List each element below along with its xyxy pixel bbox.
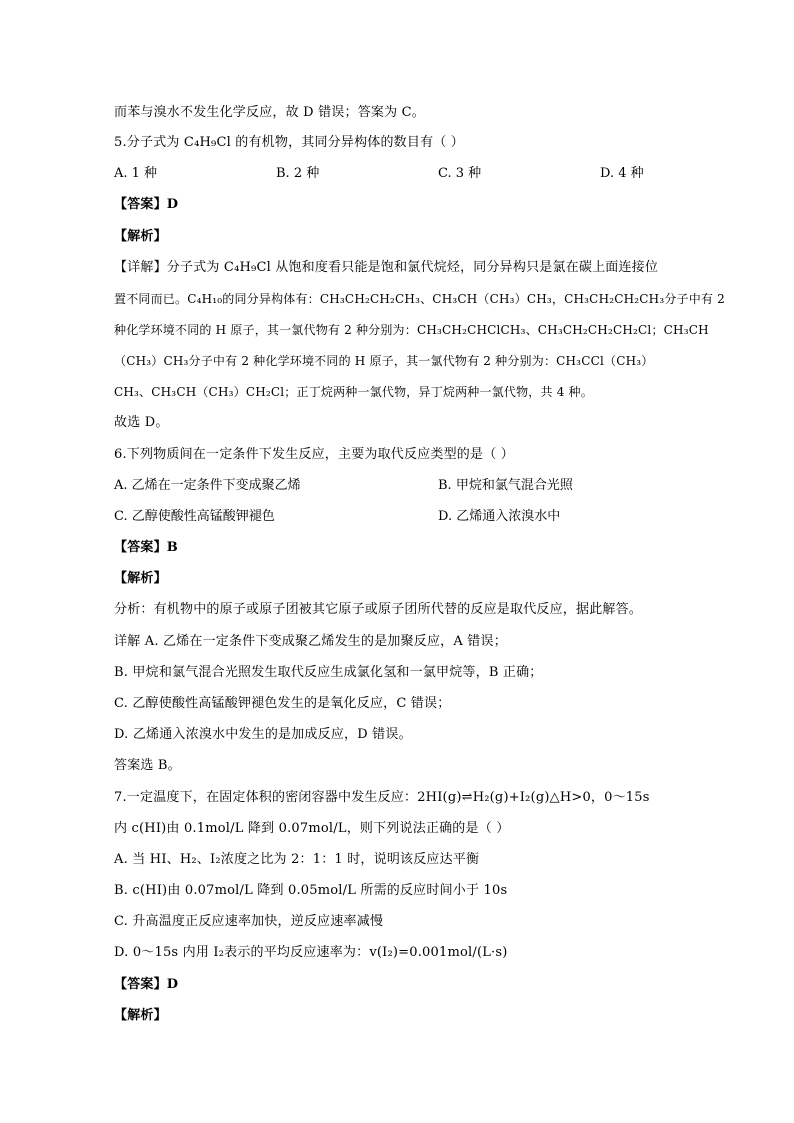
question-7-stem: 7.一定温度下，在固定体积的密闭容器中发生反应：2HI(g)⇌H₂(g)+I₂(g)△H>0，0～15s <box>114 790 650 805</box>
answer-label: 【答案】D <box>114 197 179 212</box>
explanation-line: B. 甲烷和氯气混合光照发生取代反应生成氯化氢和一氯甲烷等，B 正确； <box>114 665 543 680</box>
question-7-stem: 内 c(HI)由 0.1mol/L 降到 0.07mol/L，则下列说法正确的是（ ） <box>114 821 510 836</box>
question-7-option-c: C. 升高温度正反应速率加快，逆反应速率减慢 <box>114 914 384 929</box>
explanation-line: D. 乙烯通入浓溴水中发生的是加成反应，D 错误。 <box>114 727 412 742</box>
question-5-option-a: A. 1 种 <box>114 166 158 181</box>
explanation-line: 答案选 B。 <box>114 758 181 773</box>
answer-label: 【答案】B <box>114 540 178 555</box>
analysis-label: 【解析】 <box>114 1008 167 1023</box>
explanation-line: 详解 A. 乙烯在一定条件下变成聚乙烯发生的是加聚反应，A 错误； <box>114 634 507 649</box>
analysis-label: 【解析】 <box>114 229 167 244</box>
explanation-line: 分析：有机物中的原子或原子团被其它原子或原子团所代替的反应是取代反应，据此解答。 <box>114 602 643 617</box>
question-7-option-d: D. 0～15s 内用 I₂表示的平均反应速率为：v(I₂)=0.001mol/(L·s) <box>114 945 508 960</box>
explanation-line: CH₃、CH₃CH（CH₃）CH₂Cl；正丁烷两种一氯代物，异丁烷两种一氯代物，共 4 种。 <box>114 385 593 399</box>
question-6-stem: 6.下列物质间在一定条件下发生反应，主要为取代反应类型的是（ ） <box>114 447 514 462</box>
explanation-line: （CH₃）CH₃分子中有 2 种化学环境不同的 H 原子，其一氯代物有 2 种分别为：CH₃CCl（CH₃） <box>114 354 654 368</box>
question-6-option-b: B. 甲烷和氯气混合光照 <box>438 478 573 493</box>
text-line: 而苯与溴水不发生化学反应，故 D 错误；答案为 C。 <box>114 105 425 120</box>
explanation-line: 【详解】分子式为 C₄H₉Cl 从饱和度看只能是饱和氯代烷烃，同分异构只是氯在碳上面连接位 <box>114 260 659 275</box>
answer-label: 【答案】D <box>114 977 179 992</box>
question-6-option-a: A. 乙烯在一定条件下变成聚乙烯 <box>114 478 301 493</box>
explanation-line: C. 乙醇使酸性高锰酸钾褪色发生的是氧化反应，C 错误； <box>114 696 451 711</box>
question-5-option-b: B. 2 种 <box>276 166 320 181</box>
question-5-option-d: D. 4 种 <box>600 166 644 181</box>
question-6-option-c: C. 乙醇使酸性高锰酸钾褪色 <box>114 509 275 524</box>
question-7-option-b: B. c(HI)由 0.07mol/L 降到 0.05mol/L 所需的反应时间小于 10s <box>114 883 508 898</box>
question-6-option-d: D. 乙烯通入浓溴水中 <box>438 509 561 524</box>
explanation-line: 置不同而已。C₄H₁₀的同分异构体有：CH₃CH₂CH₂CH₃、CH₃CH（CH₃）CH₃，CH₃CH₂CH₂CH₃分子中有 2 <box>114 292 726 306</box>
explanation-line: 种化学环境不同的 H 原子，其一氯代物有 2 种分别为：CH₃CH₂CHClCH₃、CH₃CH₂CH₂CH₂Cl；CH₃CH <box>114 323 709 337</box>
question-5-option-c: C. 3 种 <box>438 166 482 181</box>
analysis-label: 【解析】 <box>114 571 167 586</box>
question-5-stem: 5.分子式为 C₄H₉Cl 的有机物，其同分异构体的数目有（ ） <box>114 135 465 150</box>
question-7-option-a: A. 当 HI、H₂、I₂浓度之比为 2：1：1 时，说明该反应达平衡 <box>114 852 480 867</box>
explanation-line: 故选 D。 <box>114 415 169 430</box>
